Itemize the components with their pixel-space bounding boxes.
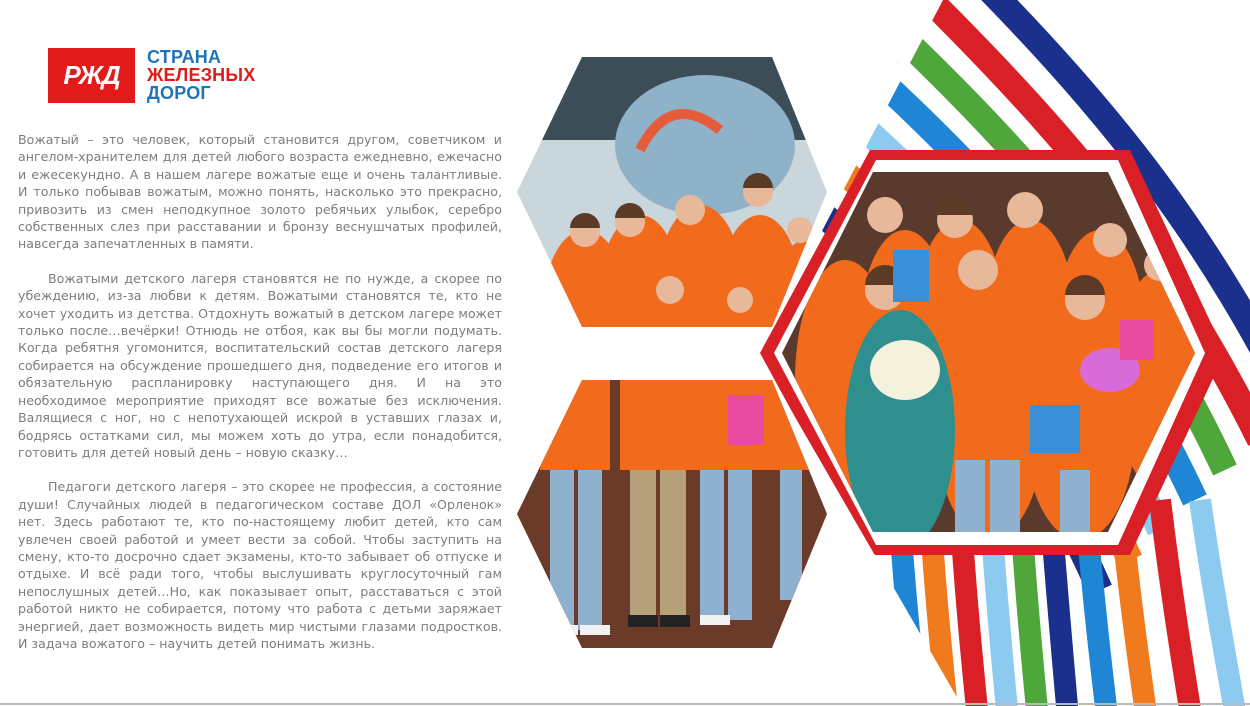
bottom-divider [0,703,1250,705]
logo-line-2: ЖЕЛЕЗНЫХ [147,65,256,85]
logo-line-1: СТРАНА [147,47,222,67]
rzd-logo-badge-text: РЖД [63,60,120,90]
paragraph-3: Педагоги детского лагеря – это скорее не профессия, а состояние души! Случайных людей в педагогическом составе ДОЛ «Орленок» нет. Здесь работают те, кто по-настоящему любит детей, кто сам увлечен своей работой и умеет вести за собой. Чтобы заступить на смену, кто-то досрочно сдает экзамены, кто-то забывает об отпуске и отдыхе. И всё ради того, чтобы выслушивать круглосуточный гам непослушных детей…Но, как показывает опыт, расставаться с этой работой никто не собирается, потому что работа с детьми заряжает энергией, дает возможность видеть мир чистыми глазами подростков. И задача вожатого – научить детей понимать жизнь. [18,479,502,651]
paragraph-1: Вожатый – это человек, который становится другом, советчиком и ангелом-хранителем для детей любого возраста ежедневно, ежечасно и ежесекундно. А в нашем лагере вожатые еще и очень талантливые. И только побывав вожатым, можно понять, насколько это прекрасно, привозить из смен неподкупное золото ребячьих улыбок, серебро собственных слез при расставании и бронзу веснушчатых профилей, навсегда запечатленных в памяти. [18,132,502,252]
bottom-hex-photo [510,375,840,655]
logo-line-3: ДОРОГ [147,83,211,103]
paragraph-2: Вожатыми детского лагеря становятся не по нужде, а скорее по убеждению, из-за любви к детям. Вожатыми становятся те, кто не хочет уходить из детства. Отдохнуть вожатый в детском лагере может только после…вечёрки! Отнюдь не отбоя, как вы бы могли подумать. Когда ребятня угомонится, воспитательский состав детского лагеря собирается на обсуждение прошедшего дня, подведение его итогов и обязательную распланировку наступающего дня. И на это необходимое мероприятие приходят все вожатые без исключения. Валящиеся с ног, но с непотухающей искрой в уставших глазах и, бодрясь остатками сил, мы можем хоть до утра, если понадобится, готовить для детей новый день – новую сказку… [18,270,502,460]
